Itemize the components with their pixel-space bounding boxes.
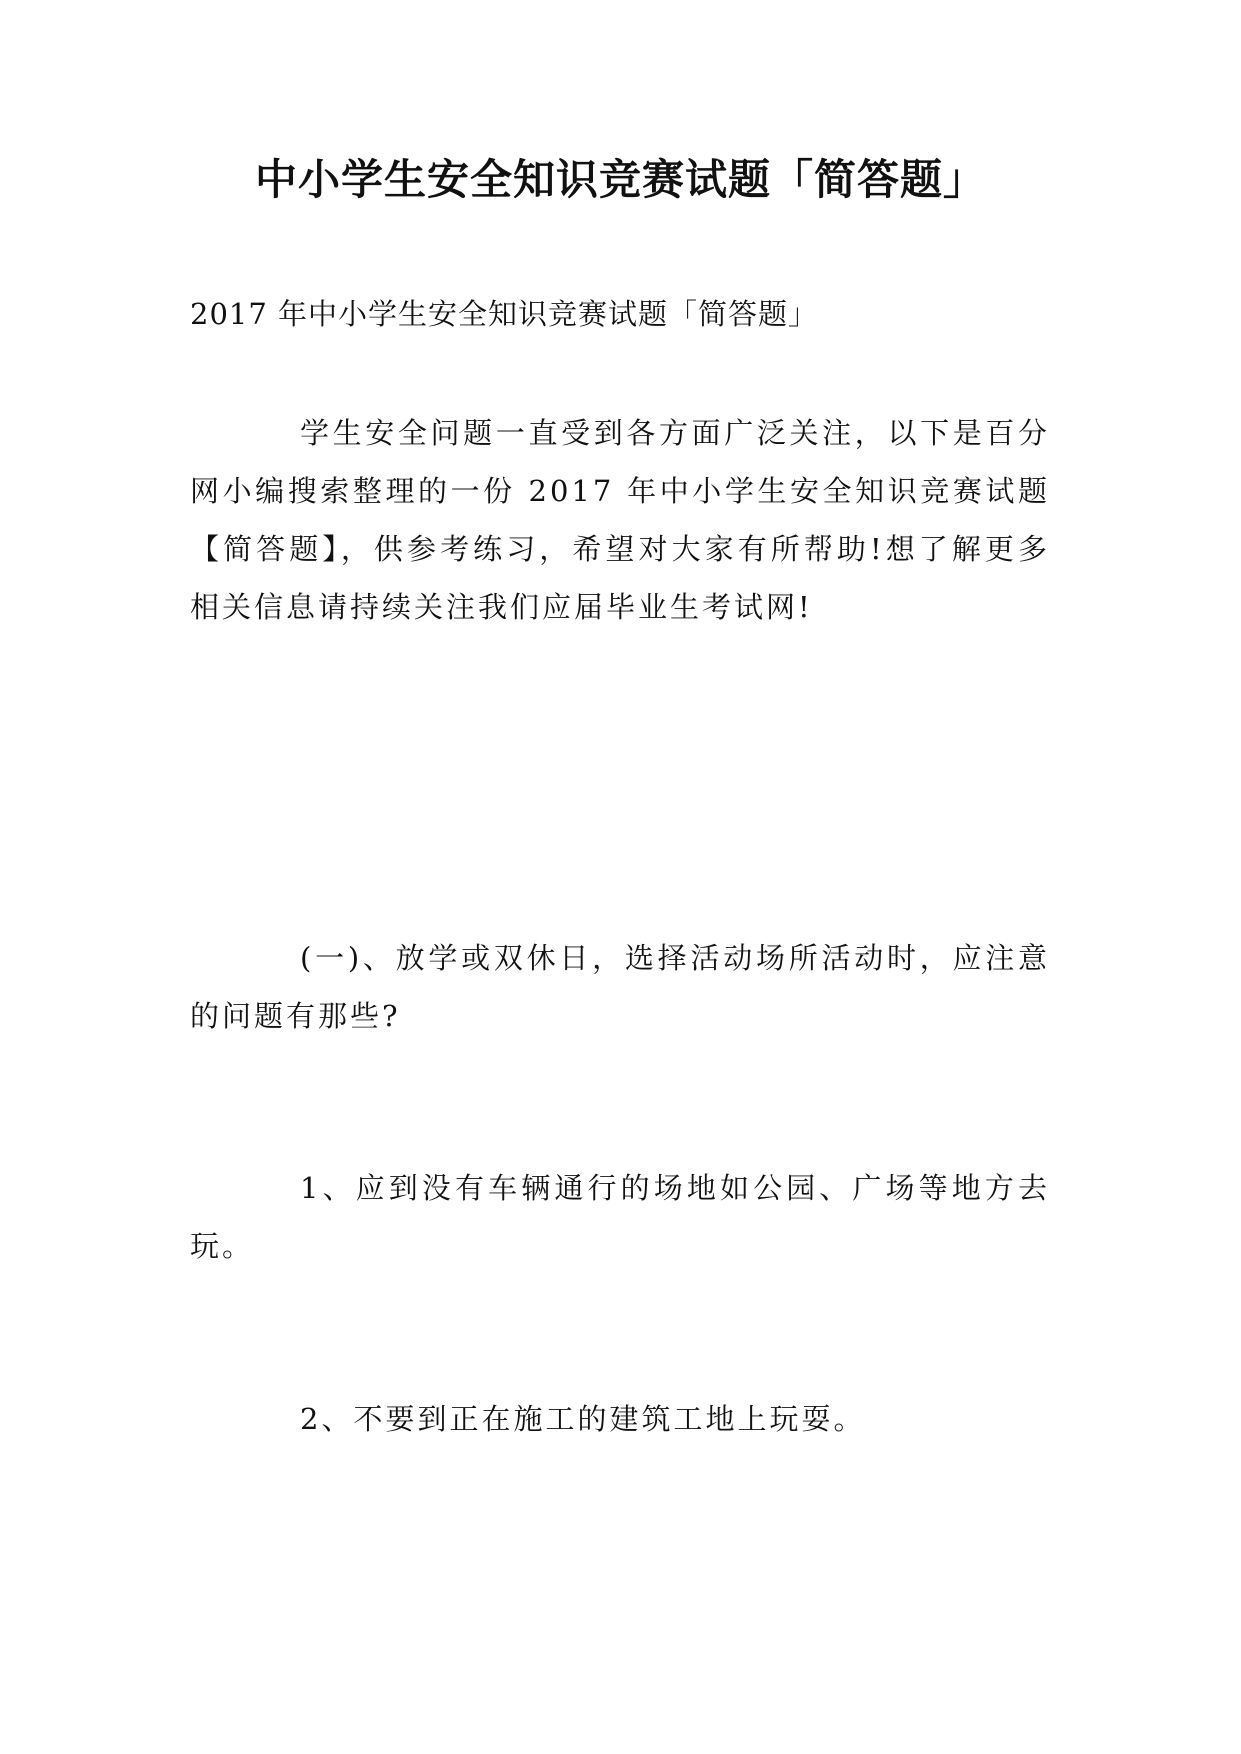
document-title: 中小学生安全知识竞赛试题「简答题」 <box>254 155 986 204</box>
document-subtitle: 2017 年中小学生安全知识竞赛试题「简答题」 <box>190 297 819 331</box>
answer-2: 2、不要到正在施工的建筑工地上玩耍。 <box>300 1402 866 1436</box>
answer-1: 1、应到没有车辆通行的场地如公园、广场等地方去玩。 <box>190 1171 1050 1263</box>
intro-paragraph: 学生安全问题一直受到各方面广泛关注，以下是百分网小编搜索整理的一份 2017 年中小学生安全知识竞赛试题【简答题】，供参考练习，希望对大家有所帮助!想了解更多相关信息请持续关注我们应届毕业生考试网! <box>190 416 1050 624</box>
question-1: (一)、放学或双休日，选择活动场所活动时，应注意的问题有那些? <box>190 941 1050 1033</box>
